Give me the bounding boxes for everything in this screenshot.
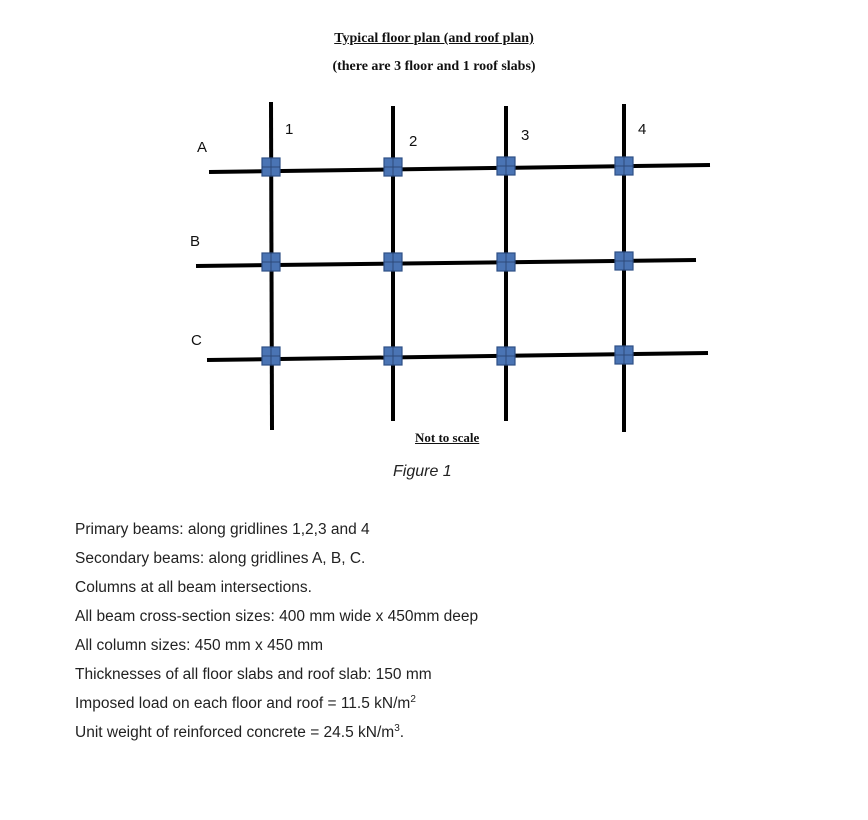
plan-subtitle: (there are 3 floor and 1 roof slabs) bbox=[332, 59, 536, 74]
column-label-3: 3 bbox=[521, 127, 530, 144]
spec-unit-weight bbox=[75, 724, 404, 742]
spec-secondary-beams: Secondary beams: along gridlines A, B, C. bbox=[75, 550, 366, 567]
column-label-1: 1 bbox=[285, 121, 294, 138]
row-label-a: A bbox=[197, 139, 208, 156]
row-label-c: C bbox=[191, 332, 202, 349]
scale-note: Not to scale bbox=[415, 430, 480, 445]
unit-weight-exponent: 3 bbox=[394, 722, 400, 734]
spec-primary-beams: Primary beams: along gridlines 1,2,3 and 4 bbox=[75, 521, 370, 538]
unit-weight-end: . bbox=[399, 724, 405, 741]
unit-weight-text: Unit weight of reinforced concrete = 24.5 kN/m bbox=[75, 724, 395, 741]
imposed-load-exponent: 2 bbox=[410, 693, 416, 705]
spec-beam-sizes: All beam cross-section sizes: 400 mm wide x 450mm deep bbox=[75, 608, 479, 625]
column-label-4: 4 bbox=[638, 121, 647, 138]
spec-imposed-load bbox=[75, 695, 416, 713]
figure-caption: Figure 1 bbox=[393, 463, 452, 480]
row-label-b: B bbox=[190, 233, 201, 250]
imposed-load-text: Imposed load on each floor and roof = 11.5 kN/m bbox=[75, 695, 411, 712]
spec-columns: Columns at all beam intersections. bbox=[75, 579, 312, 596]
column-label-2: 2 bbox=[409, 133, 418, 150]
spec-column-sizes: All column sizes: 450 mm x 450 mm bbox=[75, 637, 324, 654]
beam-line-a bbox=[209, 165, 710, 172]
plan-title: Typical floor plan (and roof plan) bbox=[334, 31, 534, 46]
spec-slab-thickness: Thicknesses of all floor slabs and roof slab: 150 mm bbox=[75, 666, 432, 683]
